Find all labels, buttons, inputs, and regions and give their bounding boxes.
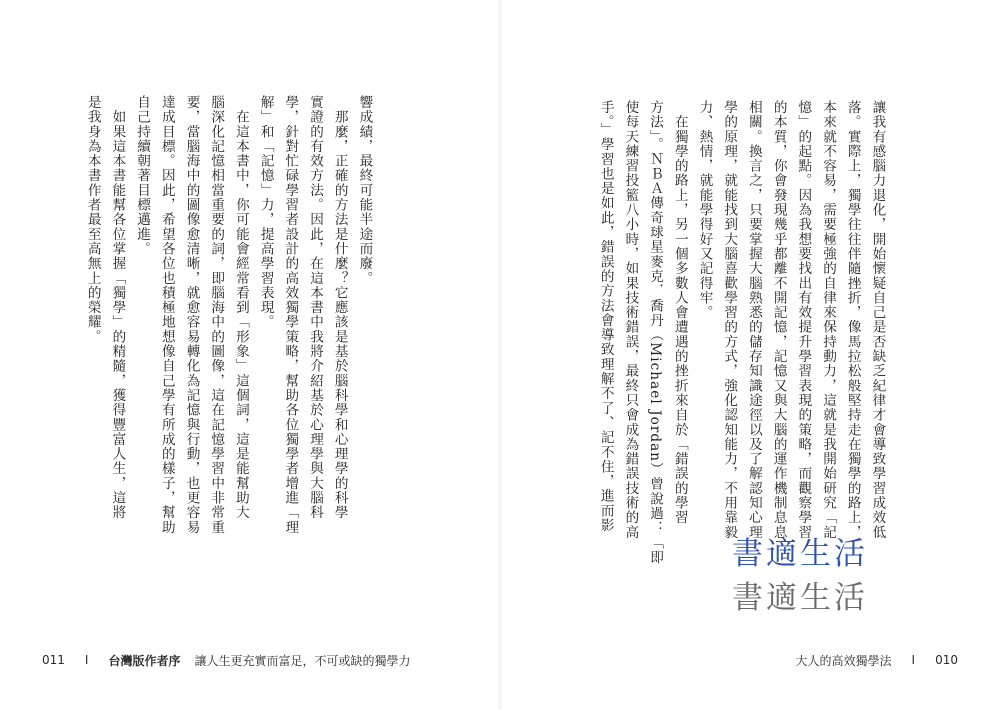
footer-separator: I: [911, 653, 916, 667]
right-paragraph-line: 方法」。ＮＢＡ傳奇球星麥克．喬丹（Michael Jordan）曾說過：「即: [647, 100, 664, 565]
right-page: [500, 0, 1000, 710]
page-number: 010: [935, 653, 958, 667]
right-paragraph-line: 在獨學的路上，另一個多數人會遭遇的挫折來自於「錯誤的學習: [671, 100, 688, 525]
left-paragraph-line: 學，針對忙碌學習者設計的高效獨學策略，幫助各位獨學者增進「理: [282, 95, 299, 535]
right-paragraph-line: 相關。換言之，只要掌握大腦熟悉的儲存知識途徑以及了解認知心理: [745, 100, 762, 540]
right-paragraph-line: 學的原理，就能找到大腦喜歡學習的方式，強化認知能力，不用靠毅: [721, 100, 738, 540]
left-page-body: [80, 95, 376, 585]
right-paragraph-line: 使每天練習投籃八小時，如果技術錯誤，最終只會成為錯誤技術的高: [622, 100, 639, 540]
left-paragraph-line: 要，當腦海中的圖像愈清晰，就愈容易轉化為記憶與行動，也更容易: [183, 95, 200, 535]
left-paragraph-line: 在這本書中，你可能會經常看到「形象」這個詞，這是能幫助大: [232, 95, 249, 520]
left-paragraph-line: 響成績，最終可能半途而廢。: [356, 95, 373, 286]
left-paragraph-line: 是我身為本書作者最至高無上的榮耀。: [84, 95, 101, 345]
running-title: 大人的高效獨學法: [795, 653, 892, 668]
right-paragraph-line: 力、熱情，就能學得好又記得牢。: [696, 100, 713, 320]
right-paragraph-line: 落。實際上，獨學往往伴隨挫折，像馬拉松般堅持走在獨學的路上，: [844, 100, 861, 540]
right-page-footer: [796, 648, 958, 672]
left-paragraph-line: 解」和「記憶」力，提高學習表現。: [257, 95, 274, 330]
footer-separator: I: [84, 653, 89, 667]
left-paragraph-line: 腦深化記憶相當重要的詞，即腦海中的圖像，這在記憶學習中非常重: [208, 95, 225, 535]
left-paragraph-line: 自己持續朝著目標邁進。: [134, 95, 151, 257]
running-title: 讓人生更充實而富足，不可或缺的獨學力: [194, 653, 411, 668]
right-paragraph-line: 本來就不容易，需要極強的自律來保持動力，這就是我開始研究「記: [820, 100, 837, 540]
right-paragraph-line: 手。」學習也是如此，錯誤的方法會導致理解不了、記不住，進而影: [597, 100, 614, 533]
right-paragraph-line: 憶」的起點。因為我想要找出有效提升學習表現的策略，而觀察學習: [795, 100, 812, 540]
left-paragraph-line: 那麼，正確的方法是什麼？它應該是基於腦科學和心理學的科學: [331, 95, 348, 520]
publisher-watermark-secondary: 書適生活: [732, 580, 868, 616]
left-paragraph-line: 實證的有效方法。因此，在這本書中我將介紹基於心理學與大腦科: [307, 95, 324, 520]
publisher-watermark-primary: 書適生活: [732, 536, 868, 572]
page-number: 011: [42, 653, 65, 667]
section-label: 台灣版作者序: [108, 653, 181, 668]
left-page-footer: [42, 648, 410, 672]
left-paragraph-line: 如果這本書能幫各位掌握「獨學」的精隨，獲得豐富人生，這將: [109, 95, 126, 520]
left-paragraph-line: 達成目標。因此，希望各位也積極地想像自己學有所成的樣子，幫助: [158, 95, 175, 535]
right-paragraph-line: 的本質，你會發現幾乎都離不開記憶，記憶又與大腦的運作機制息息: [770, 100, 787, 540]
right-paragraph-line: 讓我有感腦力退化，開始懷疑自己是否缺乏紀律才會導致學習成效低: [869, 100, 886, 540]
